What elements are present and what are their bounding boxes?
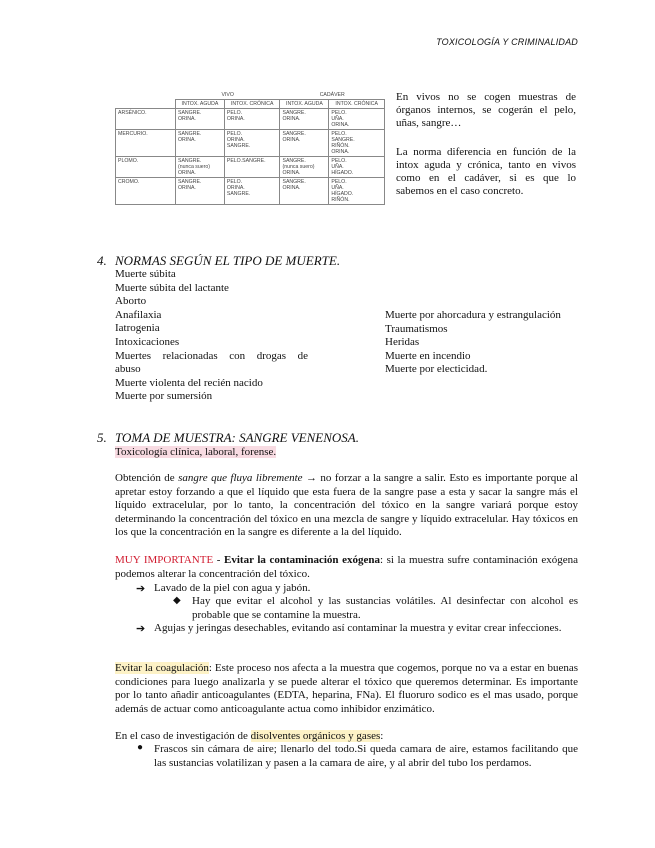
arrow-icon: ➔ xyxy=(136,623,146,635)
emphasis: sangre que fluya libremente xyxy=(178,472,303,484)
important-bold: Evitar la contaminación exógena xyxy=(224,554,380,566)
table-cell: SANGRE. ORINA. xyxy=(176,178,225,205)
table-cell: SANGRE. ORINA. xyxy=(176,130,225,157)
arrow-item-2: Agujas y jeringas desechables, evitando así contaminar la muestra y evitar crear infecciones. xyxy=(154,622,562,634)
list-item: Iatrogenia xyxy=(115,322,160,335)
table-cell: PELO. ORINA. SANGRE. xyxy=(224,178,280,205)
section-4-heading xyxy=(97,253,340,269)
arrow-item-1: Lavado de la piel con agua y jabón. xyxy=(154,582,311,594)
list-item: Muerte por sumersión xyxy=(115,390,213,403)
important-label: MUY IMPORTANTE xyxy=(115,554,214,566)
table-cell: SANGRE. ORINA. xyxy=(280,130,329,157)
table-cell: SANGRE. ORINA. xyxy=(280,109,329,130)
table-cell: PELO. ORINA. SANGRE. xyxy=(224,130,280,157)
row-name: PLOMO. xyxy=(116,157,176,178)
list-item: Aborto xyxy=(115,295,147,308)
death-types-left xyxy=(115,268,308,404)
table-cell: SANGRE. (nunca suero) ORINA. xyxy=(176,157,225,178)
table-row xyxy=(116,178,385,205)
subheader: INTOX. AGUDA xyxy=(176,100,225,109)
diamond-item-1: Hay que evitar el alcohol y las sustancias volátiles. Al desinfectar con alcohol es probable que se contamine la muestra. xyxy=(192,595,578,621)
list-item: Heridas xyxy=(385,336,420,349)
header-vivo: VIVO xyxy=(176,91,280,100)
arrow-icon: ➔ xyxy=(136,583,146,595)
table-row xyxy=(116,109,385,130)
table-cell: PELO.SANGRE. xyxy=(224,157,280,178)
table-row xyxy=(116,130,385,157)
row-name: ARSÉNICO. xyxy=(116,109,176,130)
list-item: Muerte por ahorcadura y estrangulación xyxy=(385,309,561,321)
list-item: Traumatismos xyxy=(385,322,448,335)
table-cell: PELO. UÑA. HÍGADO. RIÑÓN. xyxy=(329,178,385,205)
table-cell: PELO. SANGRE. RIÑÓN. ORINA. xyxy=(329,130,385,157)
list-item: Intoxicaciones xyxy=(115,335,180,348)
section-title: TOMA DE MUESTRA: SANGRE VENENOSA. xyxy=(115,430,359,445)
side-note-2: La norma diferencia en función de la intox aguda y crónica, tanto en vivos como en el cadáver, si es que lo sabemos en el caso concreto. xyxy=(396,146,576,197)
bullet-item-1: Frascos sin cámara de aire; llenarlo del todo.Si queda camara de aire, estamos facilitando que las sustancias volatilizan y pasen a la camara de aire, y al abrir del tubo los perdamos. xyxy=(154,743,578,769)
header-cadaver: CADÁVER xyxy=(280,91,385,100)
paragraph-important: MUY IMPORTANTE - Evitar la contaminación exógena: si la muestra sufre contaminación exógena podemos alterar la concentración del tóxico. xyxy=(115,554,578,580)
solvents-highlight: disolventes orgánicos y gases xyxy=(250,730,381,742)
list-item: Muerte súbita del lactante xyxy=(115,281,229,294)
list-item: Muertes relacionadas con drogas de xyxy=(115,349,308,362)
paragraph-free-flow: Obtención de sangre que fluya libremente → no forzar a la sangre a salir. Esto es importante porque al apretar estoy forzando a que el líquido que esta fuera de la sangre pase a esta y sacar la sangre más el líquido extracelular, por lo tanto, la concentración del tóxico en la sangre variará porque estoy determinando la concentración del tóxico en una mezcla de sangre y líquido extracelular. Hay tóxicos en los que la concentración en la sangre es diferente a la del líquido. xyxy=(115,472,578,538)
list-item: Muerte por electicidad. xyxy=(385,363,488,376)
section-number: 4. xyxy=(97,253,107,268)
section-5-heading xyxy=(97,430,359,446)
table-cell: PELO. UÑA. HÍGADO. xyxy=(329,157,385,178)
subheader: INTOX. CRÓNICA xyxy=(224,100,280,109)
sample-table xyxy=(115,91,385,205)
paragraph-solvents: En el caso de investigación de disolventes orgánicos y gases: xyxy=(115,730,384,742)
bullet-icon: ● xyxy=(137,742,144,753)
table-cell: SANGRE. ORINA. xyxy=(280,178,329,205)
section-5-subtitle: Toxicología clínica, laboral, forense. xyxy=(115,446,277,458)
list-item: Muerte en incendio xyxy=(385,349,471,362)
section-number: 5. xyxy=(97,430,107,445)
table-cell: PELO. ORINA. xyxy=(224,109,280,130)
list-item: Muerte violenta del recién nacido xyxy=(115,376,263,389)
table-cell: SANGRE. ORINA. xyxy=(176,109,225,130)
row-name: CROMO. xyxy=(116,178,176,205)
list-item: abuso xyxy=(115,363,141,376)
subheader: INTOX. AGUDA xyxy=(280,100,329,109)
subheader: INTOX. CRÓNICA xyxy=(329,100,385,109)
paragraph-coagulation: Evitar la coagulación: Este proceso nos afecta a la muestra que cogemos, porque no va a estar en buenas condiciones para luego analizarla y se puede alterar el tóxico que queremos determinar. Es importante por lo tanto añadir anticoagulantes (EDTA, heparina, FNa). El fluoruro sodico es el mas usado, porque además de actuar como anticoagulante actua como inhibidor enzimático. xyxy=(115,662,578,715)
diamond-icon: ◆ xyxy=(173,595,181,606)
death-types-right xyxy=(385,309,580,377)
list-item: Anafilaxia xyxy=(115,308,162,321)
section-title: NORMAS SEGÚN EL TIPO DE MUERTE. xyxy=(115,253,341,268)
side-note-1: En vivos no se cogen muestras de órganos internos, se cogerán el pelo, uñas, sangre… xyxy=(396,91,576,129)
row-name: MERCURIO. xyxy=(116,130,176,157)
table-cell: SANGRE. (nunca suero) ORINA. xyxy=(280,157,329,178)
page-header: TOXICOLOGÍA Y CRIMINALIDAD xyxy=(436,37,578,47)
table-row xyxy=(116,157,385,178)
coagulation-label: Evitar la coagulación xyxy=(115,662,209,674)
list-item: Muerte súbita xyxy=(115,268,176,280)
table-cell: PELO. UÑA. ORINA. xyxy=(329,109,385,130)
